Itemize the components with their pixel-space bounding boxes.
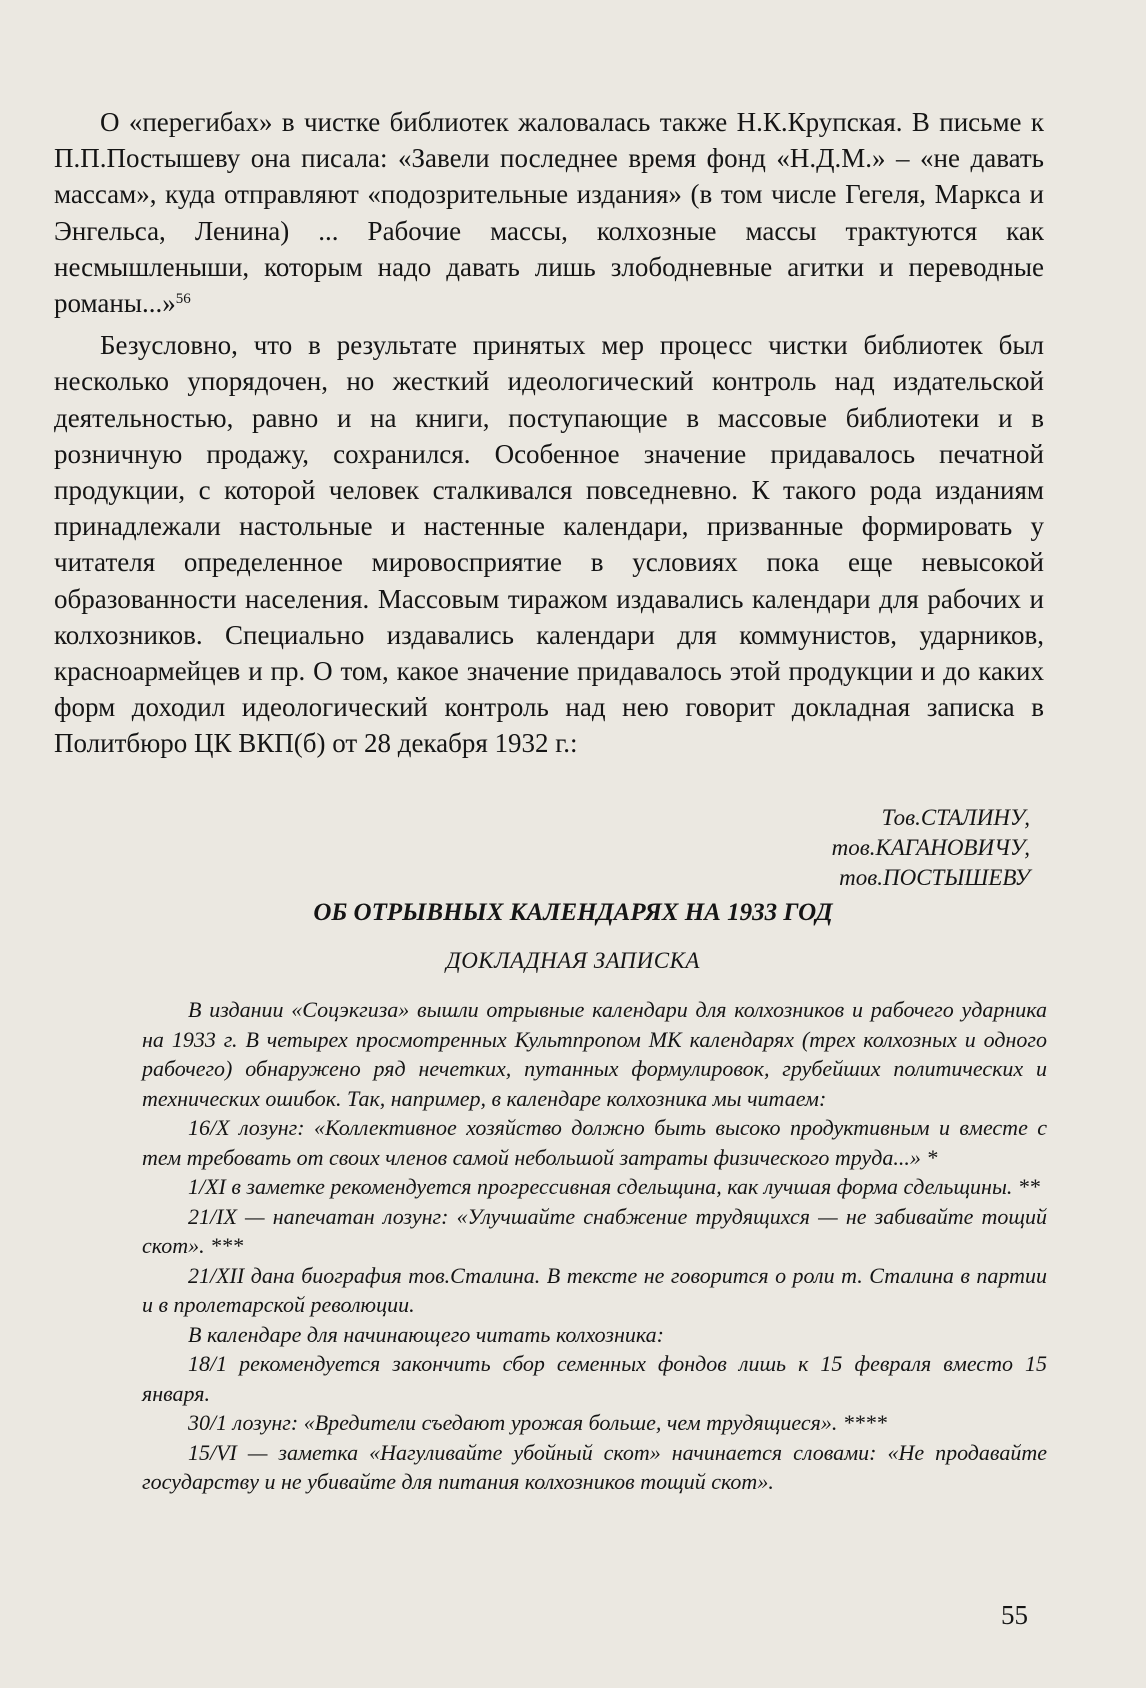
addressee-block <box>832 803 1030 893</box>
document-paragraph: 16/X лозунг: «Коллективное хозяйство должно быть высоко продуктивным и вместе с тем требовать от своих членов самой небольшой затраты физического труда...» * <box>142 1115 1047 1170</box>
paragraph-text: О «перегибах» в чистке библиотек жаловалась также Н.К.Крупская. В письме к П.П.Постышеву она писала: «Завели последнее время фонд «Н.Д.М.» – «не давать массам», куда отправляют «подозрительные издания» (в том числе Гегеля, Маркса и Энгельса, Ленина) ... Рабочие массы, колхозные массы трактуются как несмышленыши, которым надо давать лишь злободневные агитки и переводные романы...» <box>54 107 1044 319</box>
addressee: Тов.СТАЛИНУ, <box>881 805 1030 830</box>
document-paragraph: 30/1 лозунг: «Вредители съедают урожая больше, чем трудящиеся». **** <box>188 1410 887 1435</box>
document-body <box>142 995 1047 1497</box>
paragraph-krupskaya <box>54 104 1044 321</box>
document-paragraph: 21/IX — напечатан лозунг: «Улучшайте снабжение трудящихся — не забивайте тощий скот». *** <box>142 1203 1047 1258</box>
footnote-reference: 56 <box>175 291 191 308</box>
document-paragraph: 18/1 рекомендуется закончить сбор семенных фондов лишь к 15 февраля вместо 15 января. <box>142 1351 1047 1406</box>
body-text <box>54 104 1044 768</box>
document-subtitle: ДОКЛАДНАЯ ЗАПИСКА <box>446 948 700 973</box>
document-paragraph: В издании «Соцэкгиза» вышли отрывные календари для колхозников и рабочего ударника на 1933 г. В четырех просмотренных Культпропом МК календарях (трех колхозных и одного рабочего) обнаружено ряд нечетких, путанных формулировок, грубейших политических и технических ошибок. Так, например, в календаре колхозника мы читаем: <box>142 997 1047 1111</box>
paragraph-control: Безусловно, что в результате принятых мер процесс чистки библиотек был несколько упорядочен, но жесткий идеологический контроль над издательской деятельностью, равно и на книги, поступающие в массовые библиотеки и в розничную продажу, сохранился. Особенное значение придавалось печатной продукции, с которой человек сталкивался повседневно. К такого рода изданиям принадлежали настольные и настенные календари, призванные формировать у читателя определенное мировосприятие в условиях пока еще невысокой образованности населения. Массовым тиражом издавались календари для рабочих и колхозников. Специально издавались календари для коммунистов, ударников, красноармейцев и пр. О том, какое значение придавалось этой продукции и до каких форм доходил идеологический контроль над нею говорит докладная записка в Политбюро ЦК ВКП(б) от 28 декабря 1932 г.: <box>54 330 1044 759</box>
page-number: 55 <box>1001 1600 1028 1630</box>
document-paragraph: 1/XI в заметке рекомендуется прогрессивная сдельщина, как лучшая форма сдельщины. ** <box>188 1174 1040 1199</box>
document-paragraph: 21/XII дана биография тов.Сталина. В тексте не говорится о роли т. Сталина в партии и в пролетарской революции. <box>142 1262 1047 1317</box>
addressee: тов.КАГАНОВИЧУ, <box>831 835 1030 860</box>
document-paragraph: В календаре для начинающего читать колхозника: <box>188 1321 664 1347</box>
document-title: ОБ ОТРЫВНЫХ КАЛЕНДАРЯХ НА 1933 ГОД <box>313 899 833 926</box>
addressee: тов.ПОСТЫШЕВУ <box>839 865 1030 890</box>
document-paragraph: 15/VI — заметка «Нагуливайте убойный скот» начинается словами: «Не продавайте государству и не убивайте для питания колхозников тощий скот». <box>142 1439 1047 1494</box>
